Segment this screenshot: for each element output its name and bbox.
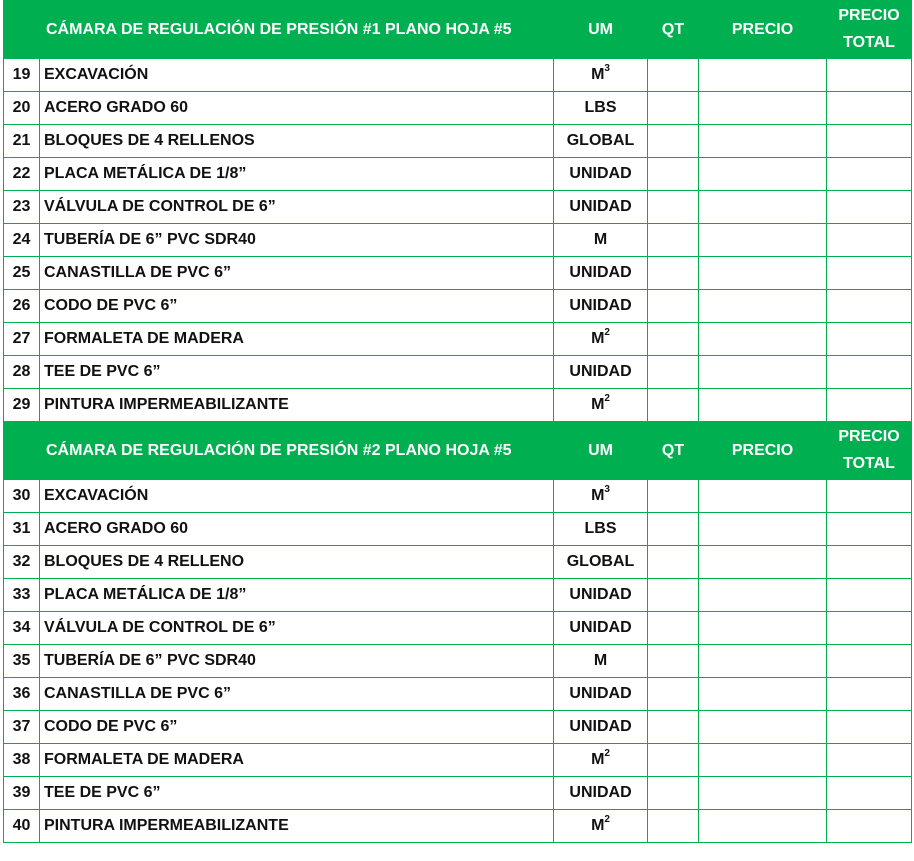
header-precio: PRECIO: [699, 422, 827, 480]
precio-total-cell[interactable]: [827, 612, 912, 645]
item-number: 38: [4, 744, 40, 777]
unit-text: M: [591, 396, 605, 413]
item-unit: [554, 744, 648, 777]
unit-text: GLOBAL: [566, 553, 635, 570]
unit-text: M: [591, 817, 605, 834]
item-description: FORMALETA DE MADERA: [40, 744, 554, 777]
header-total-line2: TOTAL: [843, 455, 895, 472]
table-row: [4, 224, 912, 257]
qt-cell[interactable]: [648, 59, 699, 92]
item-unit: [554, 513, 648, 546]
item-description: PLACA METÁLICA DE 1/8”: [40, 158, 554, 191]
unit-text: UNIDAD: [569, 297, 632, 314]
unit-text: GLOBAL: [566, 132, 635, 149]
unit-exponent: 2: [604, 747, 610, 759]
precio-total-cell[interactable]: [827, 645, 912, 678]
table-row: [4, 480, 912, 513]
item-number: 29: [4, 389, 40, 422]
table-row: [4, 389, 912, 422]
precio-cell[interactable]: [699, 389, 827, 422]
item-description: EXCAVACIÓN: [40, 480, 554, 513]
qt-cell[interactable]: [648, 546, 699, 579]
item-unit: [554, 191, 648, 224]
item-number: 31: [4, 513, 40, 546]
qt-cell[interactable]: [648, 777, 699, 810]
item-number: 24: [4, 224, 40, 257]
precio-total-cell[interactable]: [827, 513, 912, 546]
precio-cell[interactable]: [699, 59, 827, 92]
precio-total-cell[interactable]: [827, 480, 912, 513]
table-row: [4, 612, 912, 645]
table-row: [4, 513, 912, 546]
table-row: [4, 579, 912, 612]
precio-cell[interactable]: [699, 513, 827, 546]
item-unit: [554, 125, 648, 158]
item-description: BLOQUES DE 4 RELLENOS: [40, 125, 554, 158]
unit-text: UNIDAD: [569, 685, 632, 702]
header-um: UM: [554, 422, 648, 480]
table-row: [4, 777, 912, 810]
item-number: 22: [4, 158, 40, 191]
precio-total-cell[interactable]: [827, 257, 912, 290]
precio-cell[interactable]: [699, 744, 827, 777]
header-total-line1: PRECIO: [838, 7, 900, 24]
precio-total-cell[interactable]: [827, 356, 912, 389]
item-description: EXCAVACIÓN: [40, 59, 554, 92]
precio-cell[interactable]: [699, 92, 827, 125]
budget-table: [3, 0, 912, 843]
item-description: BLOQUES DE 4 RELLENO: [40, 546, 554, 579]
unit-text: UNIDAD: [569, 198, 632, 215]
precio-total-cell[interactable]: [827, 810, 912, 843]
qt-cell[interactable]: [648, 612, 699, 645]
item-number: 20: [4, 92, 40, 125]
item-unit: [554, 678, 648, 711]
unit-text: M: [591, 487, 605, 504]
unit-exponent: 2: [604, 392, 610, 404]
table-row: [4, 290, 912, 323]
item-number: 26: [4, 290, 40, 323]
item-description: VÁLVULA DE CONTROL DE 6”: [40, 191, 554, 224]
item-description: FORMALETA DE MADERA: [40, 323, 554, 356]
item-unit: [554, 777, 648, 810]
item-number: 25: [4, 257, 40, 290]
precio-cell[interactable]: [699, 579, 827, 612]
qt-cell[interactable]: [648, 323, 699, 356]
header-precio-total: [827, 422, 912, 480]
precio-total-cell[interactable]: [827, 744, 912, 777]
item-number: 30: [4, 480, 40, 513]
section-header-row: [4, 422, 912, 480]
table-row: [4, 810, 912, 843]
precio-total-cell[interactable]: [827, 224, 912, 257]
table-row: [4, 356, 912, 389]
qt-cell[interactable]: [648, 513, 699, 546]
item-number: 28: [4, 356, 40, 389]
precio-total-cell[interactable]: [827, 158, 912, 191]
section-title: CÁMARA DE REGULACIÓN DE PRESIÓN #1 PLANO HOJA #5: [4, 1, 554, 59]
unit-text: UNIDAD: [569, 784, 632, 801]
table-row: [4, 678, 912, 711]
item-number: 19: [4, 59, 40, 92]
item-description: TUBERÍA DE 6” PVC SDR40: [40, 645, 554, 678]
table-row: [4, 257, 912, 290]
section-title: CÁMARA DE REGULACIÓN DE PRESIÓN #2 PLANO HOJA #5: [4, 422, 554, 480]
table-row: [4, 546, 912, 579]
item-number: 23: [4, 191, 40, 224]
unit-exponent: 2: [604, 813, 610, 825]
item-unit: [554, 579, 648, 612]
item-number: 40: [4, 810, 40, 843]
header-precio-total: [827, 1, 912, 59]
qt-cell[interactable]: [648, 257, 699, 290]
precio-cell[interactable]: [699, 125, 827, 158]
table-row: [4, 191, 912, 224]
precio-cell[interactable]: [699, 257, 827, 290]
precio-total-cell[interactable]: [827, 59, 912, 92]
item-description: PLACA METÁLICA DE 1/8”: [40, 579, 554, 612]
unit-text: M: [591, 751, 605, 768]
precio-cell[interactable]: [699, 546, 827, 579]
precio-cell[interactable]: [699, 158, 827, 191]
item-description: ACERO GRADO 60: [40, 92, 554, 125]
header-precio: PRECIO: [699, 1, 827, 59]
item-number: 35: [4, 645, 40, 678]
precio-total-cell[interactable]: [827, 579, 912, 612]
precio-cell[interactable]: [699, 678, 827, 711]
item-number: 36: [4, 678, 40, 711]
qt-cell[interactable]: [648, 645, 699, 678]
unit-text: UNIDAD: [569, 586, 632, 603]
precio-cell[interactable]: [699, 612, 827, 645]
precio-total-cell[interactable]: [827, 191, 912, 224]
qt-cell[interactable]: [648, 356, 699, 389]
qt-cell[interactable]: [648, 191, 699, 224]
item-number: 21: [4, 125, 40, 158]
table-row: [4, 125, 912, 158]
item-description: VÁLVULA DE CONTROL DE 6”: [40, 612, 554, 645]
unit-exponent: 3: [604, 483, 610, 495]
qt-cell[interactable]: [648, 579, 699, 612]
qt-cell[interactable]: [648, 678, 699, 711]
item-description: CANASTILLA DE PVC 6”: [40, 678, 554, 711]
precio-total-cell[interactable]: [827, 92, 912, 125]
table-row: [4, 744, 912, 777]
header-total-line1: PRECIO: [838, 428, 900, 445]
header-qt: QT: [648, 422, 699, 480]
item-unit: [554, 224, 648, 257]
item-description: CANASTILLA DE PVC 6”: [40, 257, 554, 290]
qt-cell[interactable]: [648, 125, 699, 158]
item-number: 39: [4, 777, 40, 810]
precio-cell[interactable]: [699, 777, 827, 810]
item-description: TEE DE PVC 6”: [40, 777, 554, 810]
item-unit: [554, 92, 648, 125]
header-total-line2: TOTAL: [843, 34, 895, 51]
item-unit: [554, 389, 648, 422]
item-unit: [554, 480, 648, 513]
precio-cell[interactable]: [699, 645, 827, 678]
item-unit: [554, 59, 648, 92]
table-row: [4, 158, 912, 191]
precio-total-cell[interactable]: [827, 323, 912, 356]
item-description: ACERO GRADO 60: [40, 513, 554, 546]
precio-cell[interactable]: [699, 290, 827, 323]
table-row: [4, 711, 912, 744]
qt-cell[interactable]: [648, 711, 699, 744]
qt-cell[interactable]: [648, 158, 699, 191]
unit-text: M: [593, 231, 608, 248]
unit-text: M: [591, 330, 605, 347]
precio-cell[interactable]: [699, 356, 827, 389]
unit-exponent: 3: [604, 62, 610, 74]
precio-total-cell[interactable]: [827, 711, 912, 744]
header-um: UM: [554, 1, 648, 59]
item-unit: [554, 645, 648, 678]
item-unit: [554, 810, 648, 843]
unit-text: M: [591, 66, 605, 83]
table-row: [4, 323, 912, 356]
table-row: [4, 645, 912, 678]
header-qt: QT: [648, 1, 699, 59]
item-unit: [554, 323, 648, 356]
section-header-row: [4, 1, 912, 59]
unit-text: UNIDAD: [569, 165, 632, 182]
qt-cell[interactable]: [648, 290, 699, 323]
item-unit: [554, 356, 648, 389]
unit-exponent: 2: [604, 326, 610, 338]
item-number: 27: [4, 323, 40, 356]
precio-cell[interactable]: [699, 191, 827, 224]
item-description: PINTURA IMPERMEABILIZANTE: [40, 389, 554, 422]
precio-cell[interactable]: [699, 810, 827, 843]
unit-text: UNIDAD: [569, 264, 632, 281]
item-description: TEE DE PVC 6”: [40, 356, 554, 389]
qt-cell[interactable]: [648, 92, 699, 125]
precio-cell[interactable]: [699, 711, 827, 744]
precio-total-cell[interactable]: [827, 389, 912, 422]
item-unit: [554, 612, 648, 645]
item-number: 37: [4, 711, 40, 744]
item-number: 33: [4, 579, 40, 612]
item-unit: [554, 257, 648, 290]
item-description: TUBERÍA DE 6” PVC SDR40: [40, 224, 554, 257]
table-row: [4, 92, 912, 125]
qt-cell[interactable]: [648, 744, 699, 777]
qt-cell[interactable]: [648, 389, 699, 422]
item-number: 34: [4, 612, 40, 645]
unit-text: UNIDAD: [569, 718, 632, 735]
precio-cell[interactable]: [699, 224, 827, 257]
precio-total-cell[interactable]: [827, 678, 912, 711]
unit-text: LBS: [584, 520, 617, 537]
item-description: CODO DE PVC 6”: [40, 290, 554, 323]
unit-text: M: [593, 652, 608, 669]
item-number: 32: [4, 546, 40, 579]
item-description: CODO DE PVC 6”: [40, 711, 554, 744]
qt-cell[interactable]: [648, 810, 699, 843]
qt-cell[interactable]: [648, 480, 699, 513]
item-unit: [554, 158, 648, 191]
unit-text: UNIDAD: [569, 363, 632, 380]
precio-total-cell[interactable]: [827, 125, 912, 158]
precio-total-cell[interactable]: [827, 290, 912, 323]
item-unit: [554, 546, 648, 579]
precio-total-cell[interactable]: [827, 546, 912, 579]
item-unit: [554, 711, 648, 744]
unit-text: UNIDAD: [569, 619, 632, 636]
precio-cell[interactable]: [699, 480, 827, 513]
precio-cell[interactable]: [699, 323, 827, 356]
item-unit: [554, 290, 648, 323]
precio-total-cell[interactable]: [827, 777, 912, 810]
item-description: PINTURA IMPERMEABILIZANTE: [40, 810, 554, 843]
qt-cell[interactable]: [648, 224, 699, 257]
table-row: [4, 59, 912, 92]
unit-text: LBS: [584, 99, 617, 116]
